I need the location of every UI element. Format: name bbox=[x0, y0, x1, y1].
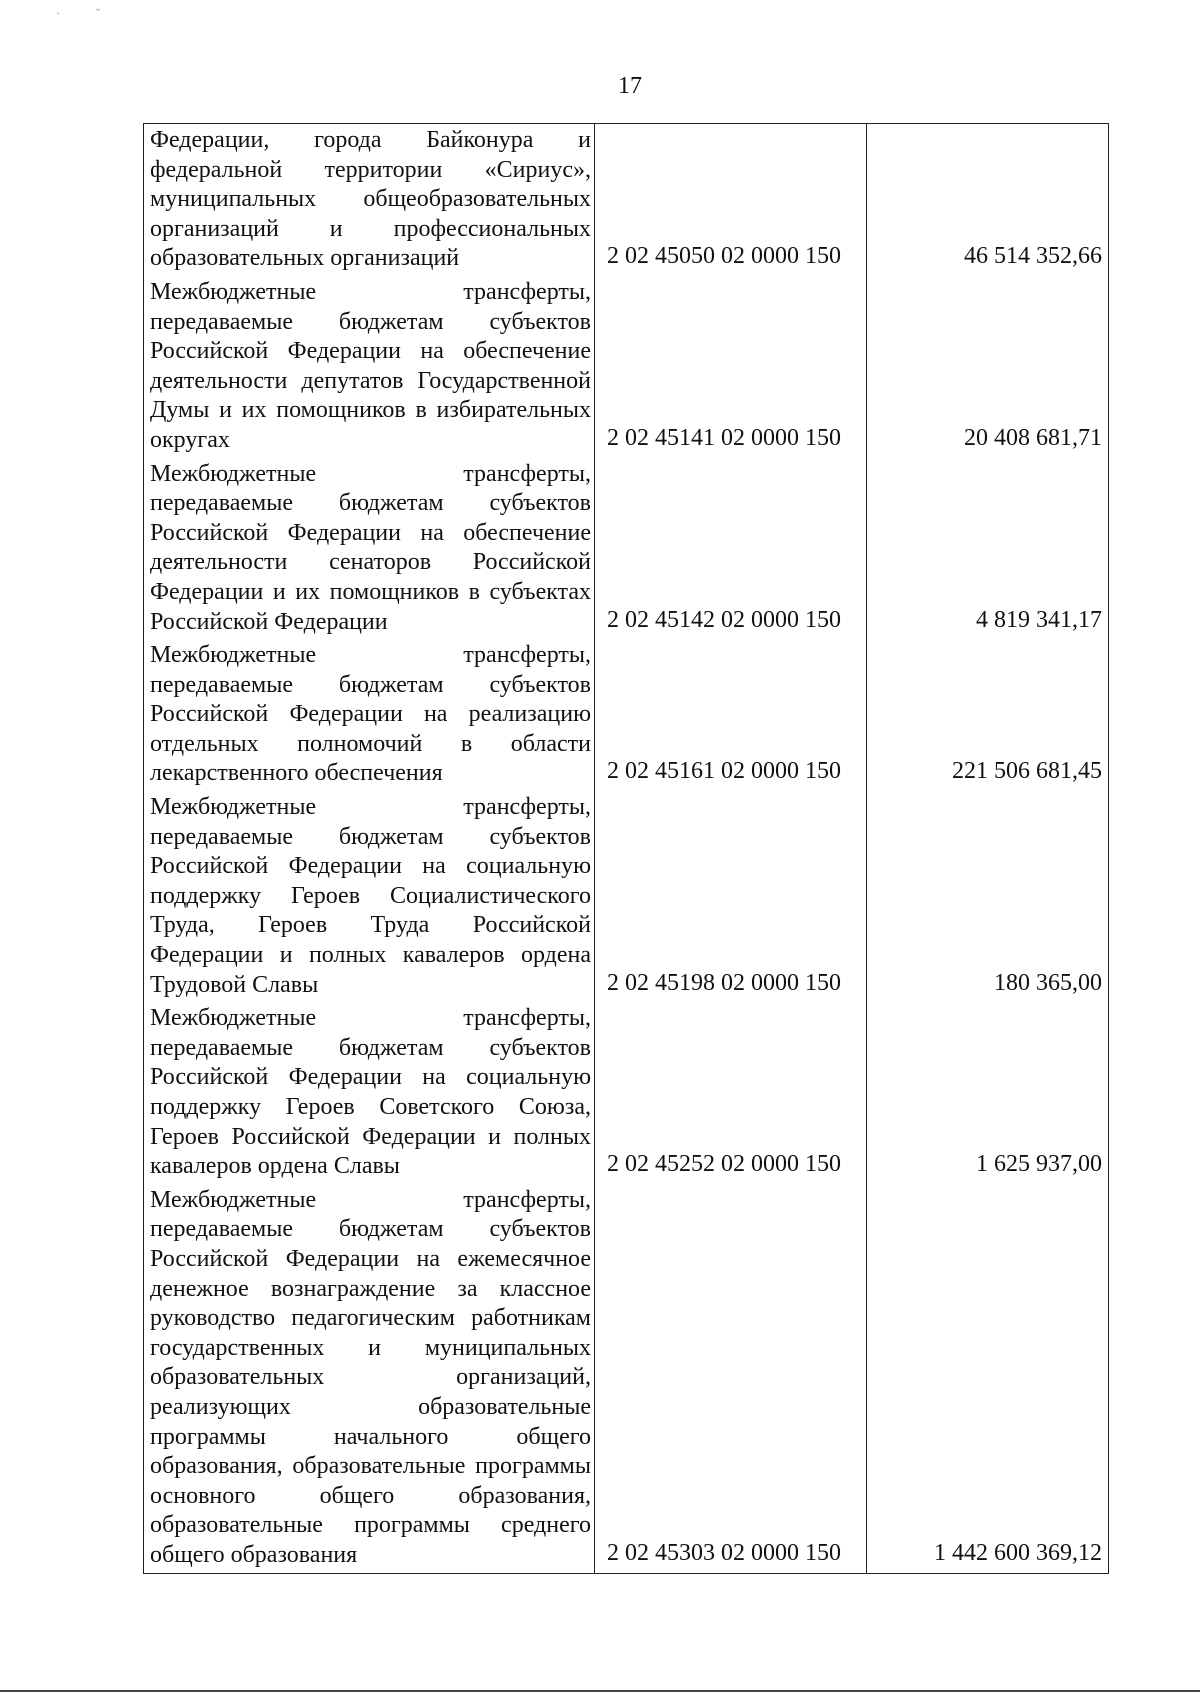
page-number: 17 bbox=[618, 73, 642, 99]
row-amount: 180 365,00 bbox=[867, 791, 1109, 1002]
row-code: 2 02 45198 02 0000 150 bbox=[595, 791, 867, 1002]
table-row bbox=[143, 1184, 1109, 1573]
row-description: Межбюджетные трансферты, передаваемые бюджетам субъектов Российской Федерации на социальную поддержку Героев Советского Союза, Героев Российской Федерации и полных кавалеров ордена Славы bbox=[143, 1002, 595, 1184]
row-description: Межбюджетные трансферты, передаваемые бюджетам субъектов Российской Федерации на обеспечение деятельности сенаторов Российской Федерации и их помощников в субъектах Российской Федерации bbox=[143, 458, 595, 640]
row-code: 2 02 45161 02 0000 150 bbox=[595, 639, 867, 791]
row-code: 2 02 45050 02 0000 150 bbox=[595, 124, 867, 276]
row-amount: 46 514 352,66 bbox=[867, 124, 1109, 276]
row-amount: 1 442 600 369,12 bbox=[867, 1184, 1109, 1573]
row-amount: 4 819 341,17 bbox=[867, 458, 1109, 640]
budget-table bbox=[143, 123, 1109, 1574]
row-amount: 1 625 937,00 bbox=[867, 1002, 1109, 1184]
scan-artifact: · ˇ bbox=[56, 6, 100, 20]
table-row bbox=[143, 124, 1109, 276]
row-description: Межбюджетные трансферты, передаваемые бюджетам субъектов Российской Федерации на реализацию отдельных полномочий в области лекарственного обеспечения bbox=[143, 639, 595, 791]
row-code: 2 02 45141 02 0000 150 bbox=[595, 276, 867, 458]
row-code: 2 02 45142 02 0000 150 bbox=[595, 458, 867, 640]
table-row bbox=[143, 639, 1109, 791]
row-amount: 20 408 681,71 bbox=[867, 276, 1109, 458]
table-row bbox=[143, 276, 1109, 458]
table-row bbox=[143, 458, 1109, 640]
row-description: Межбюджетные трансферты, передаваемые бюджетам субъектов Российской Федерации на обеспечение деятельности депутатов Государственной Думы и их помощников в избирательных округах bbox=[143, 276, 595, 458]
row-code: 2 02 45252 02 0000 150 bbox=[595, 1002, 867, 1184]
row-description: Межбюджетные трансферты, передаваемые бюджетам субъектов Российской Федерации на ежемесячное денежное вознаграждение за классное руководство педагогическим работникам государственных и муниципальных образовательных организаций, реализующих образовательные программы начального общего образования, образовательные программы основного общего образования, образовательные программы среднего общего образования bbox=[143, 1184, 595, 1573]
row-code: 2 02 45303 02 0000 150 bbox=[595, 1184, 867, 1573]
scan-edge-line bbox=[0, 1690, 1200, 1692]
table-row bbox=[143, 1002, 1109, 1184]
row-description: Федерации, города Байконура и федеральной территории «Сириус», муниципальных общеобразовательных организаций и профессиональных образовательных организаций bbox=[143, 124, 595, 276]
table-row bbox=[143, 791, 1109, 1002]
row-description: Межбюджетные трансферты, передаваемые бюджетам субъектов Российской Федерации на социальную поддержку Героев Социалистического Труда, Героев Труда Российской Федерации и полных кавалеров ордена Трудовой Славы bbox=[143, 791, 595, 1002]
row-amount: 221 506 681,45 bbox=[867, 639, 1109, 791]
